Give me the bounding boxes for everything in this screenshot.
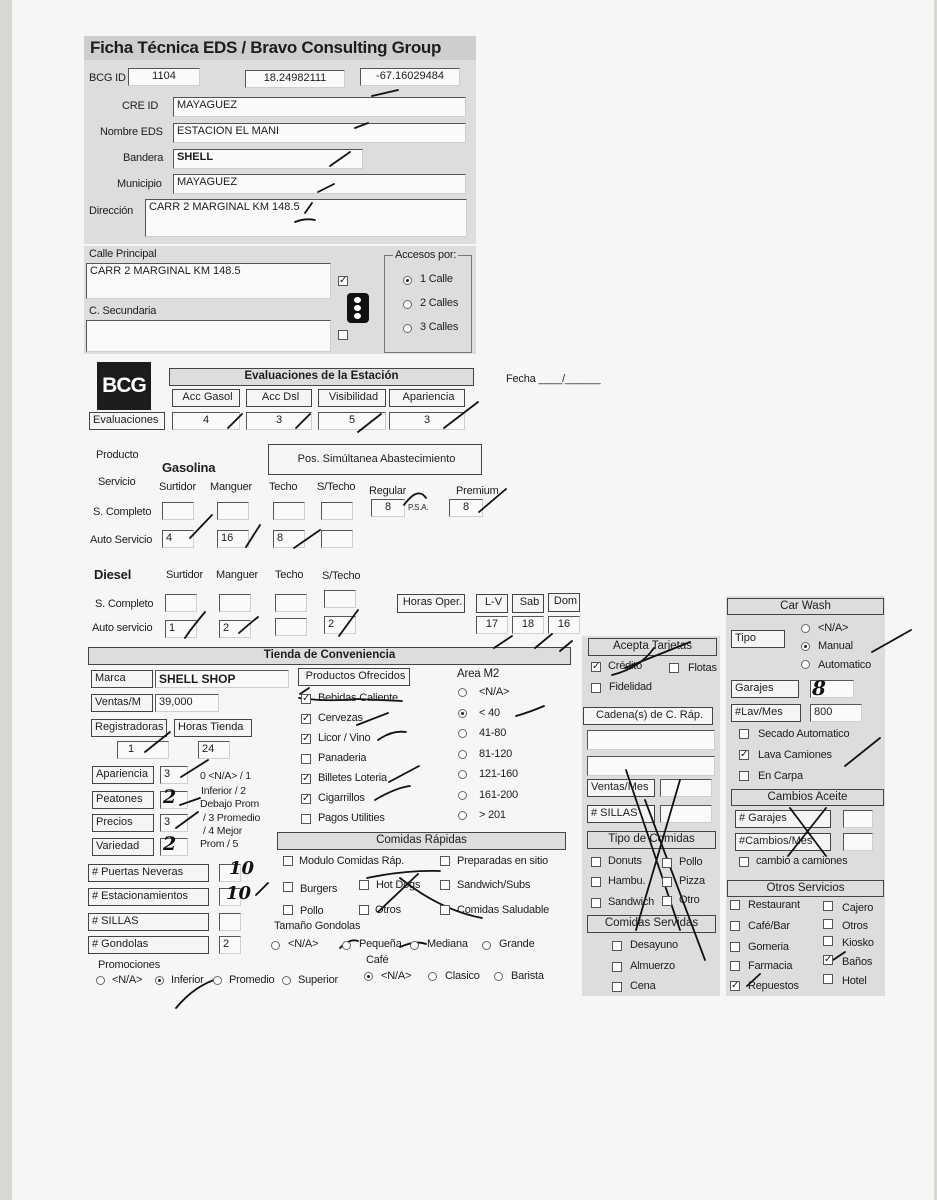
- dsl-as-s-techo[interactable]: 2: [324, 616, 356, 634]
- otros-kiosko-label: Kiosko: [842, 937, 874, 949]
- area-option-1: <N/A>: [479, 686, 510, 698]
- gas-as-techo[interactable]: 8: [273, 530, 305, 548]
- direccion-label: Dirección: [89, 205, 134, 217]
- comida-preparadas-en-sitio-label: Preparadas en sitio: [457, 855, 548, 867]
- carwash-en-carpa-label: En Carpa: [758, 770, 803, 782]
- registradoras-label: Registradoras: [91, 719, 167, 737]
- otros-otros-label: Otros: [842, 920, 868, 932]
- tarjetas-header: Acepta Tarjetas: [588, 638, 717, 656]
- eval-apariencia-field[interactable]: 3: [389, 412, 465, 430]
- otros-farmacia-checkbox[interactable]: [730, 961, 740, 971]
- dsl-auto-servicio-label: Auto servicio: [92, 622, 153, 634]
- eval-col-acc-dsl: Acc Dsl: [246, 389, 312, 407]
- scale-4: / 4 Mejor: [203, 825, 243, 837]
- dsl-as-manguer[interactable]: 2: [219, 620, 251, 638]
- otros-farmacia-label: Farmacia: [748, 960, 793, 972]
- cafe-option-1: <N/A>: [381, 970, 412, 982]
- scale-0: 0 <N/A> / 1: [200, 770, 251, 782]
- horas-sab-field[interactable]: 18: [512, 616, 544, 634]
- comida-sandwich-subs-label: Sandwich/Subs: [457, 879, 531, 891]
- cafe-option-3: Barista: [511, 970, 544, 982]
- tamano-radio-grande[interactable]: [482, 941, 491, 950]
- direccion-field[interactable]: CARR 2 MARGINAL KM 148.5: [145, 199, 467, 237]
- servida-cena-checkbox[interactable]: [612, 982, 622, 992]
- accesos-option-3: 3 Calles: [420, 321, 459, 333]
- eval-acc-gasol-field[interactable]: 4: [172, 412, 240, 430]
- fecha-label-text: Fecha: [506, 373, 536, 385]
- comida-otros-checkbox[interactable]: [359, 905, 369, 915]
- area-radio-5[interactable]: [458, 770, 467, 779]
- puertas-handwritten: 10: [229, 858, 255, 879]
- ventas-field[interactable]: 39,000: [155, 694, 219, 712]
- area-radio-6[interactable]: [458, 791, 467, 800]
- evaluaciones-row-label: Evaluaciones: [89, 412, 165, 430]
- producto-pagos-utilities-label: Pagos Utilities: [318, 812, 385, 824]
- producto-licor-vino-checkbox[interactable]: ✓: [302, 733, 311, 744]
- producto-cigarrillos-checkbox[interactable]: ✓: [302, 793, 311, 804]
- flotas-label: Flotas: [688, 662, 717, 674]
- dsl-col-s-techo: S/Techo: [322, 570, 361, 582]
- carwash-tipo-label: Tipo: [731, 630, 785, 648]
- comidas-rapidas-header: Comidas Rápidas: [277, 832, 566, 850]
- tipo-hambu-checkbox[interactable]: [591, 877, 601, 887]
- municipio-label: Municipio: [117, 178, 162, 190]
- horas-tienda-label: Horas Tienda: [174, 719, 252, 737]
- producto-panaderia-checkbox[interactable]: [301, 754, 311, 764]
- otros-ba-os-checkbox[interactable]: ✓: [824, 954, 833, 965]
- otros-restaurant-checkbox[interactable]: [730, 900, 740, 910]
- precios-field[interactable]: 3: [160, 814, 188, 832]
- promo-radio-2[interactable]: [155, 976, 164, 985]
- registradoras-field[interactable]: 1: [117, 741, 169, 759]
- calle-principal-checkbox[interactable]: ✓: [339, 275, 348, 286]
- regular-label: Regular: [369, 485, 407, 497]
- aceite-garajes-label: # Garajes: [735, 810, 831, 828]
- horas-oper-label: Horas Oper.: [397, 594, 465, 613]
- variedad-handwritten: 2: [163, 833, 177, 855]
- tipo-pollo-label: Pollo: [679, 856, 703, 868]
- area-option-7: > 201: [479, 809, 506, 821]
- area-option-2: < 40: [479, 706, 500, 719]
- promociones-label: Promociones: [98, 959, 160, 971]
- psa-label: P.S.A.: [408, 503, 429, 512]
- gas-col-surtidor: Surtidor: [159, 481, 196, 493]
- horas-tienda-field[interactable]: 24: [198, 741, 230, 759]
- eval-acc-dsl-field[interactable]: 3: [246, 412, 312, 430]
- aceite-header: Cambios Aceite: [731, 789, 884, 806]
- carwash-lava-camiones-label: Lava Camiones: [758, 749, 832, 761]
- area-option-3: 41-80: [479, 727, 507, 739]
- tamano-option-2: Pequeña: [359, 938, 402, 950]
- carwash-garajes-handwritten: 8: [812, 676, 826, 700]
- credito-checkbox[interactable]: ✓: [592, 661, 601, 672]
- accesos-label: Accesos por:: [395, 249, 457, 261]
- comida-burgers-label: Burgers: [300, 883, 338, 895]
- otros-repuestos-label: Repuestos: [748, 980, 799, 992]
- puertas-label: # Puertas Neveras: [88, 864, 209, 882]
- area-label: Area M2: [457, 668, 500, 680]
- comida-modulo-comidas-r-p-label: Modulo Comidas Ráp.: [299, 855, 405, 867]
- estacionamientos-label: # Estacionamientos: [88, 888, 209, 906]
- longitude-field[interactable]: -67.16029484: [360, 68, 460, 86]
- bandera-label: Bandera: [123, 152, 164, 164]
- promo-radio-3[interactable]: [213, 976, 222, 985]
- regular-field[interactable]: 8: [371, 499, 405, 517]
- otros-repuestos-checkbox[interactable]: ✓: [731, 980, 740, 991]
- promo-option-2: Inferior: [171, 974, 204, 986]
- horas-col-lv: L-V: [476, 594, 508, 613]
- dsl-col-manguer: Manguer: [216, 569, 259, 581]
- gondolas-label: # Gondolas: [88, 936, 209, 954]
- area-radio-4[interactable]: [458, 750, 467, 759]
- tipo-sandwich-label: Sandwich: [608, 896, 655, 908]
- eval-col-apariencia: Apariencia: [389, 389, 465, 407]
- cre-id-field[interactable]: MAYAGUEZ: [173, 97, 466, 117]
- horas-lv-field[interactable]: 17: [476, 616, 508, 634]
- scale-5: Prom / 5: [200, 838, 239, 850]
- form-title: Ficha Técnica EDS / Bravo Consulting Group: [90, 38, 442, 57]
- comidas-servidas-header: Comidas Servidas: [587, 915, 716, 933]
- comida-comidas-saludable-label: Comidas Saludable: [457, 904, 549, 916]
- bcg-logo: BCG: [97, 362, 151, 410]
- tipo-otro-label: Otro: [679, 894, 700, 906]
- carwash-lava-camiones-checkbox[interactable]: ✓: [740, 749, 749, 760]
- tipo-pollo-checkbox[interactable]: [662, 858, 672, 868]
- promo-radio-1[interactable]: [96, 976, 105, 985]
- producto-cervezas-label: Cervezas: [318, 712, 363, 724]
- tamano-radio-mediana[interactable]: [410, 941, 419, 950]
- gas-auto-servicio-label: Auto Servicio: [90, 534, 153, 546]
- area-option-5: 121-160: [479, 768, 518, 780]
- otros-otros-checkbox[interactable]: [823, 919, 833, 929]
- carwash-en-carpa-checkbox[interactable]: [739, 771, 749, 781]
- comida-sandwich-subs-checkbox[interactable]: [440, 880, 450, 890]
- evaluaciones-header: Evaluaciones de la Estación: [169, 368, 474, 386]
- cafe-option-2: Clasico: [445, 970, 480, 982]
- diesel-title: Diesel: [94, 567, 132, 582]
- horas-col-sab: Sab: [512, 594, 544, 613]
- otros-gomeria-label: Gomeria: [748, 941, 789, 953]
- precios-label: Precios: [92, 814, 154, 832]
- comida-preparadas-en-sitio-checkbox[interactable]: [440, 856, 450, 866]
- horas-dom-field[interactable]: 16: [548, 616, 580, 634]
- promo-radio-4[interactable]: [282, 976, 291, 985]
- promo-option-3: Promedio: [229, 974, 275, 986]
- gas-col-manguer: Manguer: [210, 481, 253, 493]
- producto-billetes-loteria-label: Billetes Loteria: [318, 772, 387, 784]
- scale-2: Debajo Prom: [200, 798, 260, 810]
- tamano-radio-peque-a[interactable]: [342, 941, 351, 950]
- otros-restaurant-label: Restaurant: [748, 899, 800, 911]
- municipio-field[interactable]: MAYAGUEZ: [173, 174, 466, 194]
- lav-mes-label: #Lav/Mes: [731, 704, 801, 722]
- producto-bebidas-caliente-checkbox[interactable]: ✓: [302, 693, 311, 704]
- lav-mes-field[interactable]: 800: [810, 704, 862, 722]
- tienda-header: Tienda de Conveniencia: [88, 647, 571, 665]
- cafe-label: Café: [366, 954, 389, 966]
- estacionamientos-handwritten: 10: [226, 883, 252, 904]
- tipo-comidas-header: Tipo de Comidas: [587, 831, 716, 849]
- fidelidad-label: Fidelidad: [609, 681, 652, 693]
- apariencia-label: Apariencia: [92, 766, 154, 784]
- gas-col-techo: Techo: [269, 481, 298, 493]
- premium-label: Premium: [456, 485, 499, 497]
- premium-field[interactable]: 8: [449, 499, 483, 517]
- carwash-garajes-label: Garajes: [731, 680, 799, 698]
- eval-col-visibilidad: Visibilidad: [318, 389, 386, 407]
- tipo-pizza-checkbox[interactable]: [662, 877, 672, 887]
- tamano-label: Tamaño Gondolas: [274, 920, 361, 932]
- servida-almuerzo-label: Almuerzo: [630, 959, 675, 972]
- tipo-donuts-label: Donuts: [608, 855, 642, 867]
- producto-bebidas-caliente-label: Bebidas Caliente: [318, 692, 398, 704]
- cadena-label: Cadena(s) de C. Ráp.: [583, 707, 713, 725]
- cambios-mes-label: #Cambios/Mes: [735, 833, 831, 851]
- variedad-label: Variedad: [92, 838, 154, 856]
- otros-hotel-label: Hotel: [842, 975, 867, 987]
- comida-burgers-checkbox[interactable]: [283, 882, 293, 892]
- servicio-label: Servicio: [98, 476, 136, 488]
- servida-almuerzo-checkbox[interactable]: [612, 962, 622, 972]
- otros-cajero-label: Cajero: [842, 902, 874, 914]
- otros-kiosko-checkbox[interactable]: [823, 936, 833, 946]
- latitude-field[interactable]: 18.24982111: [245, 70, 345, 88]
- comida-comidas-saludable-checkbox[interactable]: [440, 905, 450, 915]
- tipo-otro-checkbox[interactable]: [662, 896, 672, 906]
- area-radio-1[interactable]: [458, 688, 467, 697]
- marca-field[interactable]: SHELL SHOP: [155, 670, 289, 688]
- gas-as-manguer[interactable]: 16: [217, 530, 249, 548]
- tamano-option-1: <N/A>: [288, 938, 319, 950]
- carwash-secado-automatico-label: Secado Automatico: [758, 728, 850, 740]
- servida-desayuno-checkbox[interactable]: [612, 941, 622, 951]
- producto-label: Producto: [96, 449, 139, 461]
- cafe-radio-2[interactable]: [428, 972, 437, 981]
- tamano-radio-n-a[interactable]: [271, 941, 280, 950]
- eval-visibilidad-field[interactable]: 5: [318, 412, 386, 430]
- gas-s-completo-label: S. Completo: [93, 506, 152, 518]
- scale-3: / 3 Promedio: [203, 812, 261, 824]
- area-radio-3[interactable]: [458, 729, 467, 738]
- servida-cena-label: Cena: [630, 980, 656, 992]
- calle-secundaria-label: C. Secundaria: [89, 305, 157, 317]
- dsl-col-surtidor: Surtidor: [166, 569, 203, 581]
- comida-modulo-comidas-r-p-checkbox[interactable]: [283, 856, 293, 866]
- marca-label: Marca: [91, 670, 153, 688]
- ventas-mes-label: Ventas/Mes: [587, 779, 655, 797]
- area-radio-2[interactable]: [458, 709, 467, 718]
- calle-principal-field[interactable]: CARR 2 MARGINAL KM 148.5: [86, 263, 331, 299]
- carwash-header: Car Wash: [727, 598, 884, 615]
- comida-hot-dogs-checkbox[interactable]: [359, 880, 369, 890]
- producto-pagos-utilities-checkbox[interactable]: [301, 814, 311, 824]
- dsl-col-techo: Techo: [275, 569, 304, 581]
- promo-option-4: Superior: [298, 974, 338, 986]
- otros-caf-bar-label: Café/Bar: [748, 920, 790, 932]
- producto-billetes-loteria-checkbox[interactable]: ✓: [302, 773, 311, 784]
- comida-hot-dogs-label: Hot Dogs: [376, 879, 421, 891]
- tipo-donuts-checkbox[interactable]: [591, 857, 601, 867]
- gondolas-field[interactable]: 2: [219, 936, 241, 954]
- eval-col-acc-gasol: Acc Gasol: [172, 389, 240, 407]
- producto-cervezas-checkbox[interactable]: ✓: [302, 713, 311, 724]
- tamano-option-3: Mediana: [427, 938, 468, 950]
- carwash-opt-automatico: Automatico: [818, 659, 872, 671]
- gas-as-surtidor[interactable]: 4: [162, 530, 194, 548]
- carwash-opt-manual: Manual: [818, 640, 853, 652]
- horas-col-dom: Dom: [548, 593, 580, 612]
- peatones-label: Peatones: [92, 791, 154, 809]
- fecha-blank[interactable]: ____/______: [538, 373, 601, 385]
- carwash-secado-automatico-checkbox[interactable]: [739, 729, 749, 739]
- scale-1: Inferior / 2: [201, 785, 246, 797]
- producto-panaderia-label: Panaderia: [318, 752, 367, 764]
- bcg-id-label: BCG ID: [89, 72, 126, 84]
- dsl-s-completo-label: S. Completo: [95, 598, 154, 610]
- carwash-opt-na: <N/A>: [818, 622, 849, 634]
- accesos-option-1: 1 Calle: [420, 273, 453, 285]
- cafe-radio-3[interactable]: [494, 972, 503, 981]
- credito-label: Crédito: [608, 660, 643, 672]
- sillas-cr-label: # SILLAS: [587, 805, 655, 823]
- tamano-option-4: Grande: [499, 938, 535, 950]
- servida-desayuno-label: Desayuno: [630, 939, 678, 951]
- bandera-field[interactable]: SHELL: [173, 149, 363, 169]
- area-option-6: 161-200: [479, 788, 518, 801]
- peatones-handwritten: 2: [163, 786, 177, 808]
- otros-hotel-checkbox[interactable]: [823, 974, 833, 984]
- tipo-pizza-label: Pizza: [679, 875, 705, 887]
- cafe-radio-1[interactable]: [364, 972, 373, 981]
- nombre-eds-field[interactable]: ESTACION EL MANI: [173, 123, 466, 143]
- producto-licor-vino-label: Licor / Vino: [318, 732, 371, 744]
- pos-simultanea-label: Pos. Simúltanea Abastecimiento: [268, 444, 482, 475]
- productos-label: Productos Ofrecidos: [298, 668, 410, 686]
- cre-id-label: CRE ID: [122, 100, 159, 112]
- nombre-eds-label: Nombre EDS: [100, 126, 163, 138]
- area-option-4: 81-120: [479, 747, 513, 760]
- promo-option-1: <N/A>: [112, 974, 143, 986]
- comida-pollo-checkbox[interactable]: [283, 905, 293, 915]
- ventas-label: Ventas/M: [91, 694, 153, 712]
- dsl-as-surtidor[interactable]: 1: [165, 620, 197, 638]
- gas-col-s-techo: S/Techo: [317, 481, 356, 493]
- otros-ba-os-label: Baños: [842, 956, 873, 968]
- area-radio-7[interactable]: [458, 811, 467, 820]
- camiones-label: cambio a camiones: [756, 855, 848, 867]
- calle-principal-label: Calle Principal: [89, 248, 157, 260]
- tipo-sandwich-checkbox[interactable]: [591, 898, 601, 908]
- producto-cigarrillos-label: Cigarrillos: [318, 792, 365, 804]
- otros-caf-bar-checkbox[interactable]: [730, 921, 740, 931]
- accesos-option-2: 2 Calles: [420, 297, 459, 309]
- tipo-hambu-label: Hambu.: [608, 875, 646, 887]
- otros-gomeria-checkbox[interactable]: [730, 942, 740, 952]
- gasolina-title: Gasolina: [162, 460, 216, 475]
- sillas-label: # SILLAS: [88, 913, 209, 931]
- comida-otros-label: Otros: [375, 904, 401, 916]
- comida-pollo-label: Pollo: [300, 905, 324, 917]
- apariencia-field[interactable]: 3: [160, 766, 188, 784]
- bcg-id-field[interactable]: 1104: [128, 68, 200, 86]
- otros-header: Otros Servicios: [727, 880, 884, 897]
- otros-cajero-checkbox[interactable]: [823, 901, 833, 911]
